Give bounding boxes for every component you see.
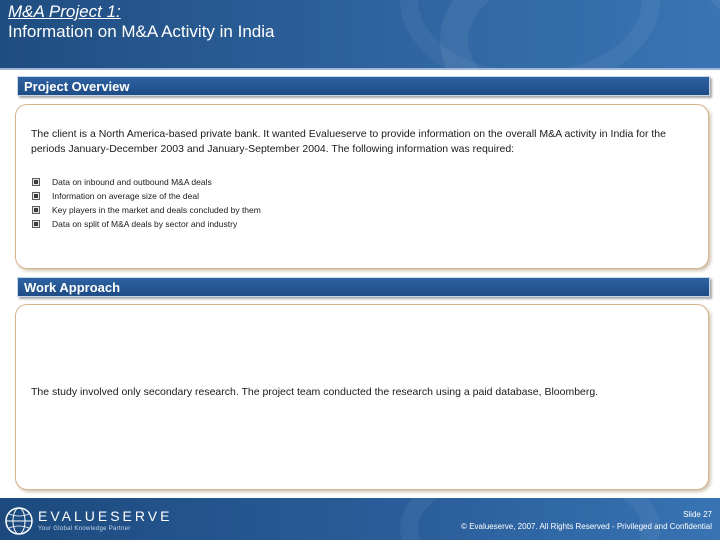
slide-title-project: M&A Project 1: [8, 2, 121, 21]
list-item-text: Data on split of M&A deals by sector and industry [52, 219, 238, 229]
overview-panel [15, 104, 709, 269]
list-item [32, 175, 261, 189]
copyright-notice: © Evalueserve, 2007. All Rights Reserved - Privileged and Confidential [461, 522, 712, 531]
approach-paragraph: The study involved only secondary research. The project team conducted the research using a paid database, Bloomberg. [31, 386, 599, 398]
header-divider [0, 68, 720, 70]
brand-name: EVALUESERVE [38, 508, 173, 524]
approach-heading-bar [17, 277, 710, 297]
list-item-text: Information on average size of the deal [52, 191, 199, 201]
slide-header [0, 0, 720, 68]
list-item-text: Key players in the market and deals concluded by them [52, 205, 261, 215]
list-item [32, 203, 261, 217]
globe-logo-icon [4, 506, 34, 536]
list-item [32, 189, 261, 203]
footer-decoration [400, 498, 660, 540]
square-bullet-icon [32, 220, 40, 228]
square-bullet-icon [32, 178, 40, 186]
brand-tagline: Your Global Knowledge Partner [38, 526, 131, 532]
list-item [32, 217, 261, 231]
slide-number: Slide 27 [683, 510, 712, 519]
header-decoration-2 [400, 0, 660, 68]
slide-title-subject: Information on M&A Activity in India [8, 22, 275, 41]
overview-paragraph: The client is a North America-based private bank. It wanted Evalueserve to provide information on the overall M&A activity in India for the periods January-December 2003 and January-September 2004. The following information was required: [31, 128, 666, 155]
square-bullet-icon [32, 192, 40, 200]
square-bullet-icon [32, 206, 40, 214]
overview-heading: Project Overview [24, 79, 130, 94]
approach-heading: Work Approach [24, 280, 121, 295]
list-item-text: Data on inbound and outbound M&A deals [52, 177, 212, 187]
requirements-list [32, 175, 261, 231]
approach-panel [15, 304, 709, 490]
slide-footer [0, 498, 720, 540]
overview-heading-bar [17, 76, 710, 96]
